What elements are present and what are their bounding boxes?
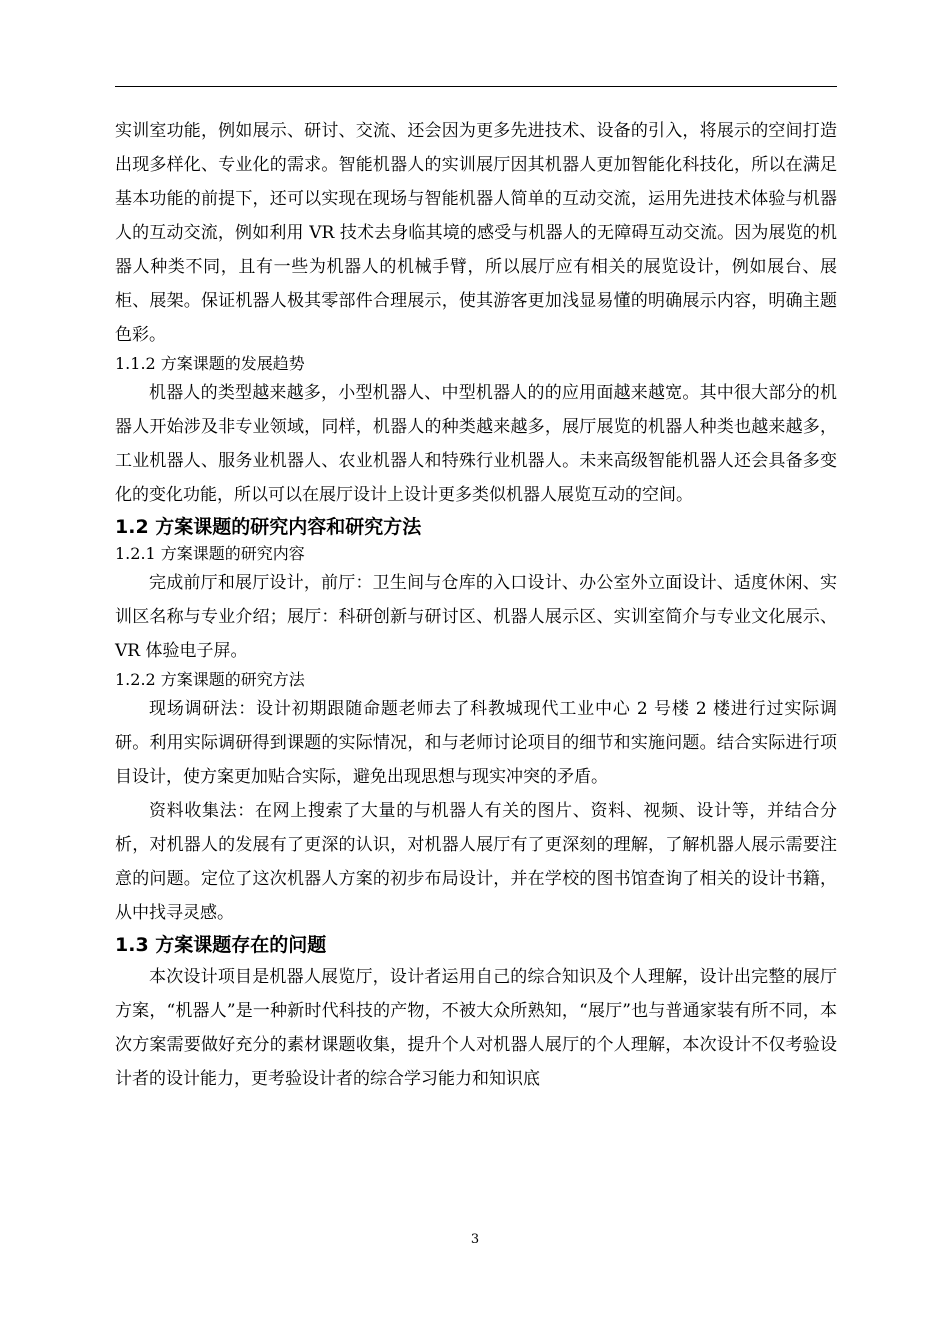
subsection-heading-1-1-2: 1.1.2 方案课题的发展趋势	[115, 354, 305, 373]
section-heading-1-2: 1.2 方案课题的研究内容和研究方法	[115, 516, 422, 538]
subsection-heading-1-2-1: 1.2.1 方案课题的研究内容	[115, 544, 305, 563]
paragraph-research-content: 完成前厅和展厅设计，前厅：卫生间与仓库的入口设计、办公室外立面设计、适度休闲、实训区名称与专业介绍；展厅：科研创新与研讨区、机器人展示区、实训室简介与专业文化展示、VR 体验电子屏。	[115, 573, 837, 661]
paragraph-field-research: 现场调研法：设计初期跟随命题老师去了科教城现代工业中心 2 号楼 2 楼进行过实际调研。利用实际调研得到课题的实际情况，和与老师讨论项目的细节和实施问题。结合实际进行项目设计，使方案更加贴合实际，避免出现思想与现实冲突的矛盾。	[115, 699, 837, 787]
document-body	[115, 114, 837, 1096]
paragraph-development-trend: 机器人的类型越来越多，小型机器人、中型机器人的的应用面越来越宽。其中很大部分的机器人开始涉及非专业领域，同样，机器人的种类越来越多，展厅展览的机器人种类也越来越多，工业机器人、服务业机器人、农业机器人和特殊行业机器人。未来高级智能机器人还会具备多变化的变化功能，所以可以在展厅设计上设计更多类似机器人展览互动的空间。	[115, 383, 837, 505]
paragraph-intro: 实训室功能，例如展示、研讨、交流、还会因为更多先进技术、设备的引入，将展示的空间打造出现多样化、专业化的需求。智能机器人的实训展厅因其机器人更加智能化科技化，所以在满足基本功能的前提下，还可以实现在现场与智能机器人简单的互动交流，运用先进技术体验与机器人的互动交流，例如利用 VR 技术去身临其境的感受与机器人的无障碍互动交流。因为展览的机器人种类不同，且有一些为机器人的机械手臂，所以展厅应有相关的展览设计，例如展台、展柜、展架。保证机器人极其零部件合理展示，使其游客更加浅显易懂的明确展示内容，明确主题色彩。	[115, 121, 837, 345]
page-number: 3	[470, 1232, 480, 1247]
subsection-heading-1-2-2: 1.2.2 方案课题的研究方法	[115, 670, 305, 689]
paragraph-data-collection: 资料收集法：在网上搜索了大量的与机器人有关的图片、资料、视频、设计等，并结合分析，对机器人的发展有了更深的认识，对机器人展厅有了更深刻的理解，了解机器人展示需要注意的问题。定位了这次机器人方案的初步布局设计，并在学校的图书馆查询了相关的设计书籍，从中找寻灵感。	[115, 801, 837, 923]
paragraph-existing-problems: 本次设计项目是机器人展览厅，设计者运用自己的综合知识及个人理解，设计出完整的展厅方案，“机器人”是一种新时代科技的产物，不被大众所熟知，“展厅”也与普通家装有所不同，本次方案需要做好充分的素材课题收集，提升个人对机器人展厅的个人理解，本次设计不仅考验设计者的设计能力，更考验设计者的综合学习能力和知识底	[115, 967, 837, 1089]
header-rule	[115, 86, 837, 87]
section-heading-1-3: 1.3 方案课题存在的问题	[115, 934, 327, 956]
